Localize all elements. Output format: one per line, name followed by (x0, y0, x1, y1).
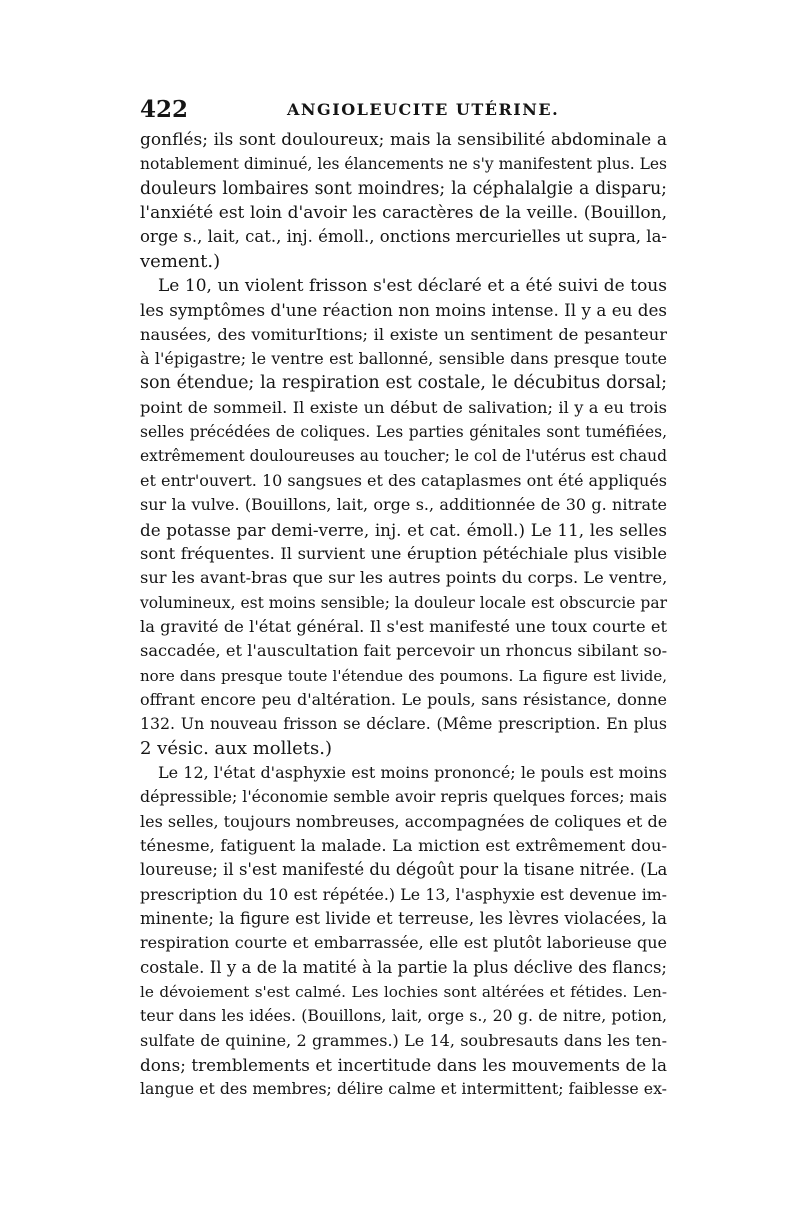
text-line: sulfate de quinine, 2 grammes.) Le 14, soubresauts dans les ten- (140, 1030, 667, 1050)
text-line: sur les avant-bras que sur les autres points du corps. Le ventre, (140, 568, 668, 588)
text-line: prescription du 10 est répétée.) Le 13, l'asphyxie est devenue im- (140, 884, 667, 904)
text-line: à l'épigastre; le ventre est ballonné, sensible dans presque toute (140, 349, 667, 369)
page-header (140, 96, 667, 126)
text-line: nausées, des vomiturItions; il existe un sentiment de pesanteur (140, 324, 667, 344)
text-line: notablement diminué, les élancements ne s'y manifestent plus. Les (140, 155, 667, 174)
text-line: nore dans presque toute l'étendue des poumons. La figure est livide, (140, 666, 667, 685)
text-line: 2 vésic. aux mollets.) (140, 737, 332, 759)
text-line: selles précédées de coliques. Les parties génitales sont tuméfiées, (140, 423, 667, 442)
text-line: Le 12, l'état d'asphyxie est moins prononcé; le pouls est moins (158, 762, 667, 782)
text-line: les selles, toujours nombreuses, accompagnées de coliques et de (140, 811, 668, 831)
text-line: point de sommeil. Il existe un début de salivation; il y a eu trois (140, 397, 667, 417)
text-line: et entr'ouvert. 10 sangsues et des cataplasmes ont été appliqués (140, 470, 667, 490)
running-title: ANGIOLEUCITE UTÉRINE. (287, 100, 560, 119)
text-line: les symptômes d'une réaction non moins intense. Il y a eu des (140, 300, 667, 321)
text-line: dépressible; l'économie semble avoir repris quelques forces; mais (140, 787, 667, 807)
text-line: volumineux, est moins sensible; la douleur locale est obscurcie par (140, 593, 667, 612)
text-line: l'anxiété est loin d'avoir les caractères de la veille. (Bouillon, (140, 203, 667, 224)
text-line: le dévoiement s'est calmé. Les lochies sont altérées et fétides. Len- (140, 983, 667, 1002)
text-line: minente; la figure est livide et terreuse, les lèvres violacées, la (140, 909, 667, 928)
text-line: saccadée, et l'auscultation fait percevoir un rhoncus sibilant so- (140, 641, 668, 661)
text-line: douleurs lombaires sont moindres; la céphalalgie a disparu; (140, 178, 667, 199)
text-line: loureuse; il s'est manifesté du dégoût pour la tisane nitrée. (La (140, 860, 668, 880)
text-line: teur dans les idées. (Bouillons, lait, orge s., 20 g. de nitre, potion, (140, 1006, 667, 1026)
text-line: costale. Il y a de la matité à la partie la plus déclive des flancs; (140, 957, 667, 977)
text-line: son étendue; la respiration est costale, le décubitus dorsal; (140, 373, 667, 394)
text-line: de potasse par demi-verre, inj. et cat. émoll.) Le 11, les selles (140, 519, 667, 540)
text-line: orge s., lait, cat., inj. émoll., onctions mercurielles ut supra, la- (140, 227, 667, 247)
text-line: vement.) (140, 250, 221, 272)
text-line: dons; tremblements et incertitude dans les mouvements de la (140, 1055, 667, 1076)
text-line: Le 10, un violent frisson s'est déclaré et a été suivi de tous (158, 276, 667, 297)
text-line: langue et des membres; délire calme et intermittent; faiblesse ex- (140, 1079, 667, 1099)
body-text (140, 128, 667, 1102)
text-line: ténesme, fatiguent la malade. La miction est extrêmement dou- (140, 835, 667, 855)
page-number: 422 (140, 96, 189, 123)
text-line: sur la vulve. (Bouillons, lait, orge s., additionnée de 30 g. nitrate (140, 495, 667, 515)
text-line: respiration courte et embarrassée, elle est plutôt laborieuse que (140, 933, 667, 953)
text-line: la gravité de l'état général. Il s'est manifesté une toux courte et (140, 616, 667, 636)
text-line: extrêmement douloureuses au toucher; le col de l'utérus est chaud (140, 447, 667, 466)
text-line: 132. Un nouveau frisson se déclare. (Même prescription. En plus (140, 714, 667, 734)
text-line: sont fréquentes. Il survient une éruption pétéchiale plus visible (140, 543, 667, 563)
text-line: gonflés; ils sont douloureux; mais la sensibilité abdominale a (140, 130, 667, 150)
text-line: offrant encore peu d'altération. Le pouls, sans résistance, donne (140, 689, 667, 709)
